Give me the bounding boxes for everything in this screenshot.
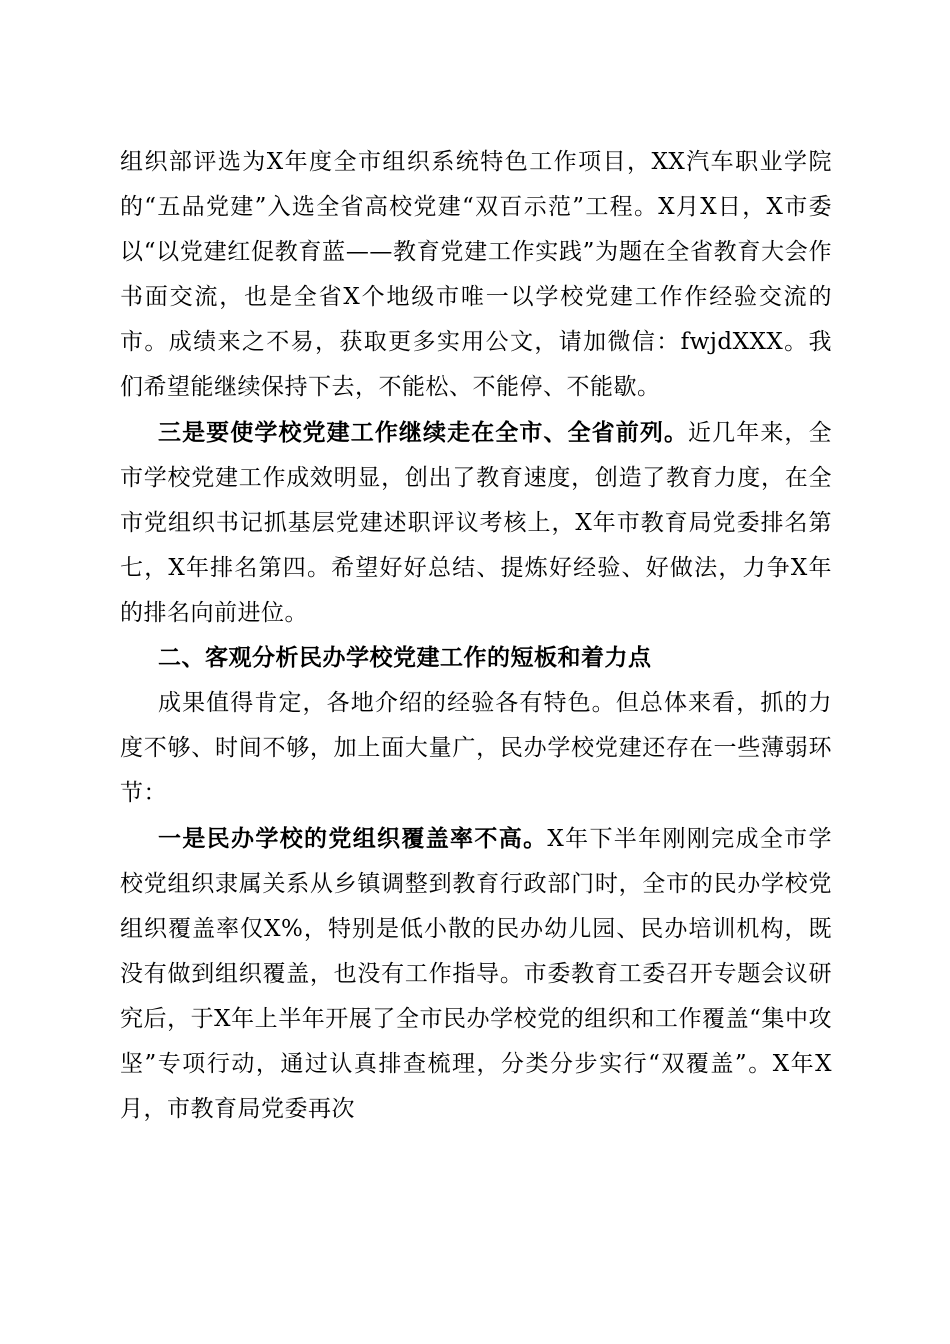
document-page xyxy=(120,140,832,1132)
paragraph-4 xyxy=(120,816,832,1132)
paragraph-4-text: X年下半年刚刚完成全市学校党组织隶属关系从乡镇调整到教育行政部门时，全市的民办学校党组织覆盖率仅X%，特别是低小散的民办幼儿园、民办培训机构，既没有做到组织覆盖，也没有工作指导。市委教育工委召开专题会议研究后，于X年上半年开展了全市民办学校党的组织和工作覆盖“集中攻坚”专项行动，通过认真排查梳理，分类分步实行“双覆盖”。X年X月，市教育局党委再次 xyxy=(120,826,833,1122)
paragraph-3 xyxy=(120,681,832,816)
paragraph-2 xyxy=(120,410,832,636)
paragraph-2-text: 近几年来，全市学校党建工作成效明显，创出了教育速度，创造了教育力度，在全市党组织书记抓基层党建述职评议考核上，X年市教育局党委排名第七，X年排名第四。希望好好总结、提炼好经验、好做法，力争X年的排名向前进位。 xyxy=(120,420,833,626)
paragraph-4-lead: 一是民办学校的党组织覆盖率不高。 xyxy=(158,825,548,852)
paragraph-2-lead: 三是要使学校党建工作继续走在全市、全省前列。 xyxy=(158,419,689,446)
paragraph-1-text: 组织部评选为X年度全市组织系统特色工作项目，XX汽车职业学院的“五品党建”入选全省高校党建“双百示范”工程。X月X日，X市委以“以党建红促教育蓝——教育党建工作实践”为题在全省教育大会作书面交流，也是全省X个地级市唯一以学校党建工作作经验交流的市。成绩来之不易，获取更多实用公文，请加微信：fwjdXXX。我们希望能继续保持下去，不能松、不能停、不能歇。 xyxy=(120,149,832,400)
section-heading-2: 二、客观分析民办学校党建工作的短板和着力点 xyxy=(158,645,652,671)
paragraph-1 xyxy=(120,140,832,410)
paragraph-3-text: 成果值得肯定，各地介绍的经验各有特色。但总体来看，抓的力度不够、时间不够，加上面大量广，民办学校党建还存在一些薄弱环节： xyxy=(120,690,832,806)
